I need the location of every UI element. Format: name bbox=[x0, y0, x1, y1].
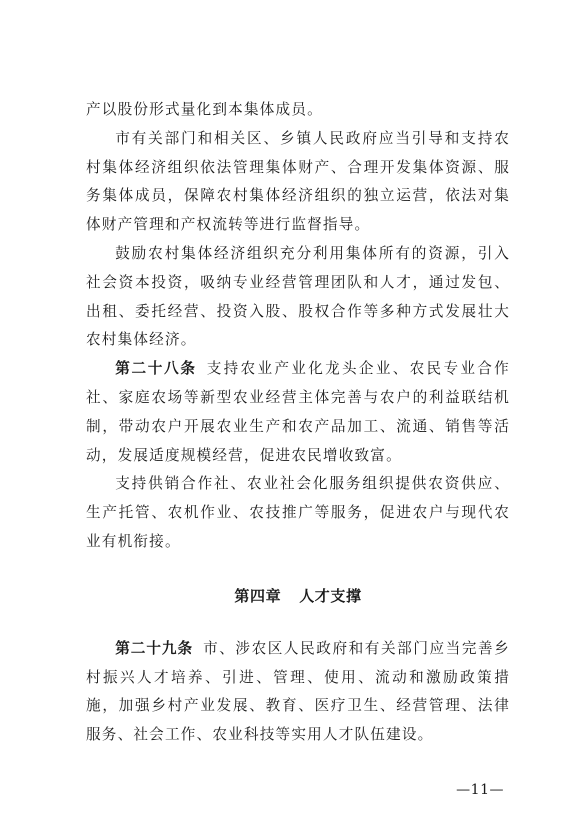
paragraph-collective-economy-encouragement: 鼓励农村集体经济组织充分利用集体所有的资源，引入社会资本投资，吸纳专业经营管理团队和人才，通过发包、出租、委托经营、投资入股、股权合作等多种方式发展壮大农村集体经济。 bbox=[86, 244, 510, 349]
page-number: —11— bbox=[456, 782, 504, 798]
article-28-number: 第二十八条 bbox=[115, 360, 197, 378]
article-29 bbox=[86, 635, 510, 750]
article-29-text: 市、涉农区人民政府和有关部门应当完善乡村振兴人才培养、引进、管理、使用、流动和激励政策措施，加强乡村产业发展、教育、医疗卫生、经营管理、法律服务、社会工作、农业科技等实用人才队伍建设。 bbox=[86, 639, 510, 744]
chapter-number: 第四章 bbox=[234, 586, 282, 605]
chapter-title: 人才支撑 bbox=[299, 586, 362, 605]
chapter-heading bbox=[86, 582, 510, 610]
article-29-number: 第二十九条 bbox=[115, 639, 194, 657]
article-28 bbox=[86, 355, 510, 470]
paragraph-supply-cooperatives: 支持供销合作社、农业社会化服务组织提供农资供应、生产托管、农机作业、农技推广等服务，促进农户与现代农业有机衔接。 bbox=[86, 475, 510, 550]
paragraph-continuation: 产以股份形式量化到本集体成员。 bbox=[86, 101, 323, 118]
paragraph-collective-asset-guidance: 市有关部门和相关区、乡镇人民政府应当引导和支持农村集体经济组织依法管理集体财产、合理开发集体资源、服务集体成员，保障农村集体经济组织的独立运营，依法对集体财产管理和产权流转等进行监督指导。 bbox=[86, 129, 510, 234]
document-body bbox=[86, 96, 510, 750]
article-28-text: 支持农业产业化龙头企业、农民专业合作社、家庭农场等新型农业经营主体完善与农户的利益联结机制，带动农户开展农业生产和农产品加工、流通、销售等活动，发展适度规模经营，促进农民增收致富。 bbox=[86, 360, 510, 464]
